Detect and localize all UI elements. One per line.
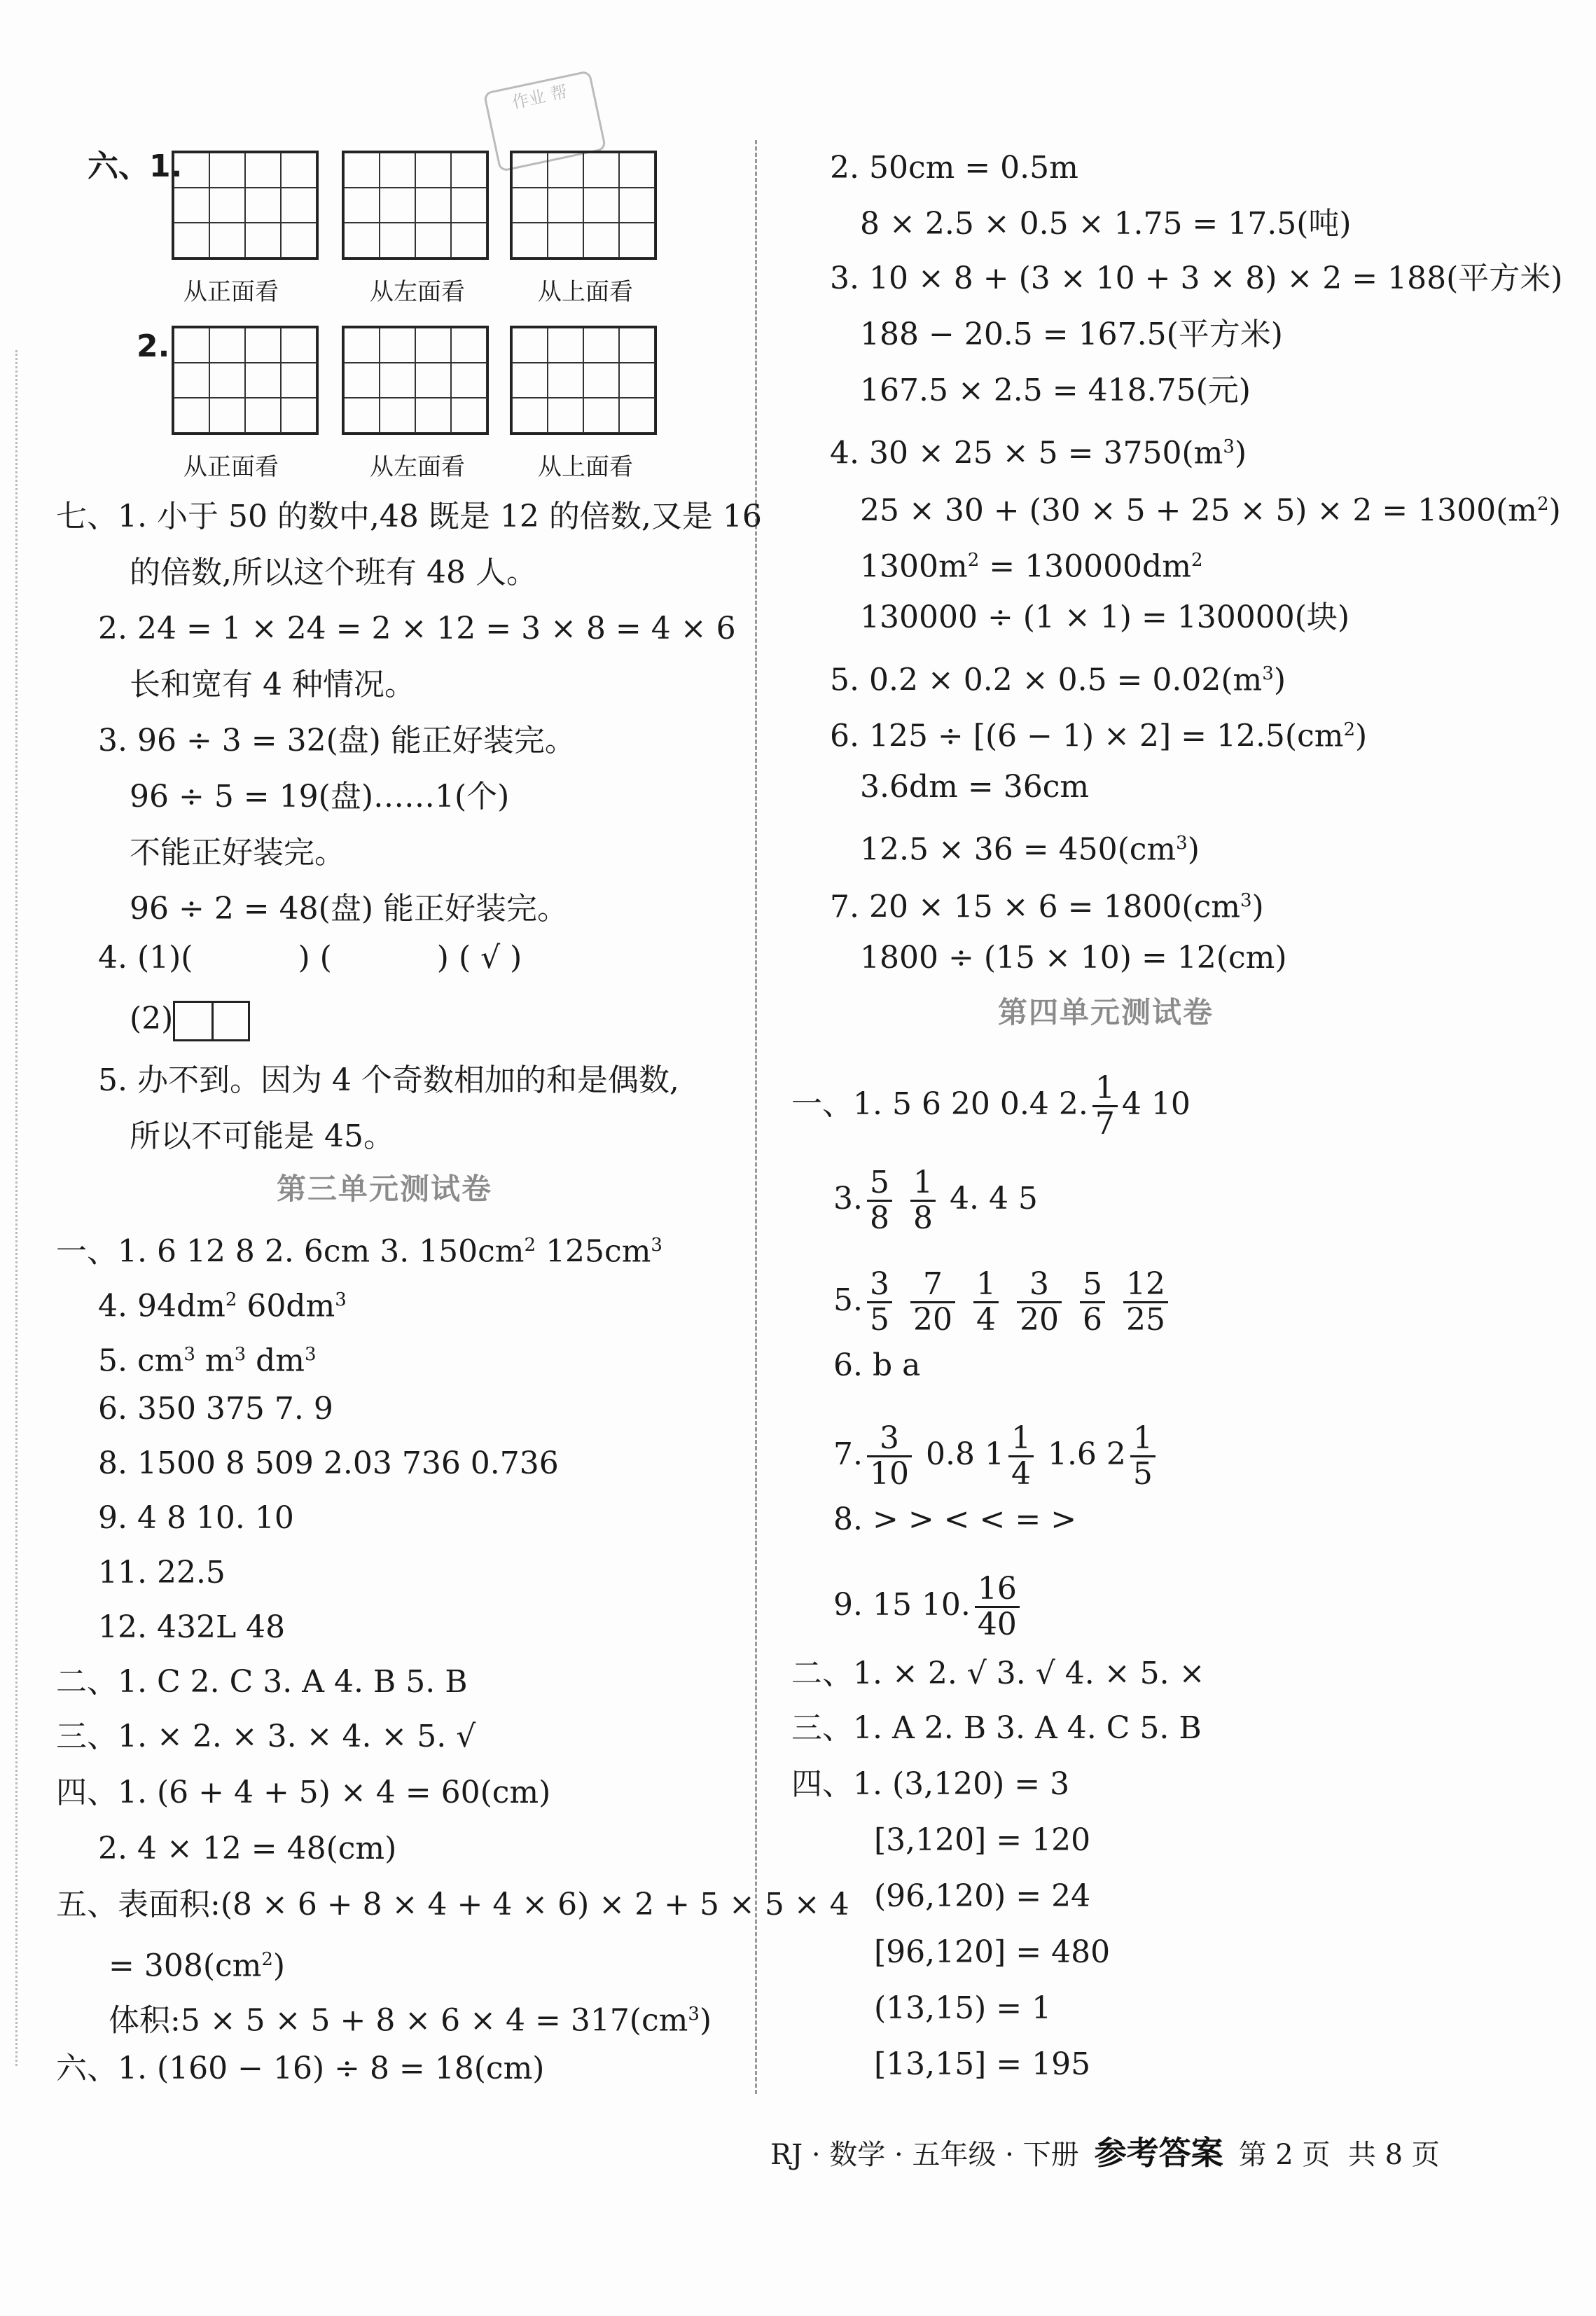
answer-line: 体积:5 × $5 \times 5 + 8 \times 6 \times 4 = 317(cm^3)$ (109, 2002, 712, 2039)
footer-brand: 参考答案 (1094, 2134, 1223, 2172)
answer-line: 167.5 × 2.5 = 418.75(元) (860, 373, 1251, 408)
answer-line: 5. $0.2 \times 0.2 \times 0.5 = 0.02(m^3)$ (830, 662, 1286, 698)
answer-line: 所以不可能是 45。 (130, 1118, 394, 1154)
answer-line: 4. $30 \times 25 \times 5 = 3750(m^3)$ (830, 435, 1247, 471)
homework-stamp: 作业 帮 (483, 70, 607, 172)
answer-line: 8. 1500 8 509 2.03 736 0.736 (98, 1445, 559, 1481)
grid-left-2 (342, 326, 489, 435)
answer-line: 4. $94dm^2$ $60dm^3$ (98, 1288, 347, 1324)
grid-front-2 (172, 326, 319, 435)
grid-top-1 (510, 151, 657, 260)
answer-line: 2. 50cm = 0.5m (830, 150, 1078, 186)
answer-line: 不能正好装完。 (130, 835, 345, 871)
fraction: $\frac{1}{8}$ (910, 1166, 936, 1235)
fraction: $\frac{3}{10}$ (867, 1422, 912, 1491)
fraction: $\frac{1}{5}$ (1130, 1422, 1156, 1491)
fraction: $\frac{12}{25}$ (1123, 1268, 1168, 1337)
answer-line: [13,15] = 195 (874, 2046, 1091, 2082)
fraction: $\frac{3}{20}$ (1017, 1268, 1062, 1337)
answer-line: 2. 24 = 1 × 24 = 2 × 12 = 3 × 8 = 4 × 6 (98, 611, 736, 646)
answer-boxes (173, 1001, 250, 1041)
answer-line: 188 − 20.5 = 167.5(平方米) (860, 317, 1283, 352)
fraction: $\frac{5}{6}$ (1080, 1268, 1105, 1337)
answer-line: 8 × 2.5 × 0.5 × 1.75 = 17.5(吨) (860, 206, 1352, 242)
answer-line: 12. 432L 48 (98, 1609, 286, 1645)
answer-line: 8. > > < < = > (833, 1502, 1077, 1537)
answer-line: 3.6dm = 36cm (860, 769, 1090, 805)
section-title: 第三单元测试卷 (277, 1172, 493, 1206)
answer-line: 3. 10 × 8 + (3 × 10 + 3 × 8) × 2 = 188(平方米) (830, 261, 1563, 296)
answer-line: 四、1. (6 + 4 + 5) × 4 = 60(cm) (56, 1775, 551, 1810)
answer-line: 7. $\frac{3}{10}$ 0.8 1 $\frac{1}{4}$ 1.6 2 $\frac{1}{5}$ (833, 1422, 1160, 1491)
fraction: $\frac{16}{40}$ (975, 1572, 1020, 1642)
answer-line: [3,120] = 120 (874, 1822, 1091, 1858)
answer-line: $1300m^2 = 130000dm^2$ (860, 548, 1203, 585)
grid-left-1 (342, 151, 489, 260)
answer-line: 三、1. A 2. B 3. A 4. C 5. B (791, 1710, 1202, 1746)
view-caption: 从左面看 (370, 453, 465, 481)
answer-line: 6. $125 \div [(6 - 1) \times 2] = 12.5(cm^2)$ (830, 718, 1368, 754)
page-footer: RJ · 数学 · 五年级 · 下册 参考答案 第 2 页 共 8 页 (770, 2134, 1440, 2172)
answer-line: 130000 ÷ (1 × 1) = 130000(块) (860, 599, 1350, 635)
view-caption: 从正面看 (183, 453, 279, 481)
answer-line: 9. 4 8 10. 10 (98, 1500, 294, 1536)
q6-1-label: 六、1. (88, 148, 183, 184)
answer-line: 的倍数,所以这个班有 48 人。 (130, 555, 537, 590)
answer-line: (2) (130, 998, 250, 1041)
grid-front-1 (172, 151, 319, 260)
answer-line: 二、1. C 2. C 3. A 4. B 5. B (56, 1664, 468, 1700)
answer-line: 七、1. 小于 50 的数中,48 既是 12 的倍数,又是 16 (56, 499, 762, 534)
answer-line: 6. 350 375 7. 9 (98, 1391, 333, 1427)
view-caption: 从正面看 (183, 278, 279, 306)
q6-2-label: 2. (137, 328, 170, 364)
fraction: $\frac{3}{5}$ (867, 1268, 892, 1337)
grid-top-2 (510, 326, 657, 435)
answer-line: (13,15) = 1 (874, 1990, 1052, 2026)
view-caption: 从上面看 (538, 278, 633, 306)
answer-line: 六、1. (160 − 16) ÷ 8 = 18(cm) (56, 2051, 545, 2086)
fraction: $\frac{5}{8}$ (867, 1166, 892, 1235)
fraction: $\frac{1}{4}$ (1008, 1422, 1034, 1491)
answer-line: 4. (1)( ) ( ) ( √ ) (98, 940, 522, 976)
answer-line: 3. $\frac{5}{8}$ $\frac{1}{8}$ 4. 4 5 (833, 1165, 1038, 1236)
fraction: $\frac{1}{7}$ (1092, 1072, 1118, 1141)
answer-line: [96,120] = 480 (874, 1934, 1111, 1970)
answer-line: = $308(cm^2)$ (109, 1948, 286, 1984)
answer-line: 5. $cm^3$ $m^3$ $dm^3$ (98, 1343, 317, 1379)
answer-line: 五、表面积:(8 × 6 + 8 × 4 + 4 × 6) × 2 + 5 × 5 × 4 (56, 1887, 849, 1922)
answer-line: $25 \times 30 + (30 \times 5 + 25 \times 5) \times 2 = 1300(m^2)$ (860, 492, 1561, 529)
answer-line: 11. 22.5 (98, 1555, 225, 1590)
answer-line: 长和宽有 4 种情况。 (130, 667, 415, 702)
answer-line: 1800 ÷ (15 × 10) = 12(cm) (860, 940, 1287, 976)
answer-line: 一、1. 5 6 20 0.4 2. $\frac{1}{7}$ 4 10 (791, 1070, 1191, 1142)
answer-line: 5. $\frac{3}{5}$ $\frac{7}{20}$ $\frac{1}{4}$ $\frac{3}{20}$ $\frac{5}{6}$ $\frac{12}{25}$ (833, 1268, 1172, 1337)
section-title: 第四单元测试卷 (998, 995, 1214, 1029)
fraction: $\frac{1}{4}$ (973, 1268, 999, 1337)
answer-line: $12.5 \times 36 = 450(cm^3)$ (860, 831, 1200, 868)
view-caption: 从左面看 (370, 278, 465, 306)
answer-line: (96,120) = 24 (874, 1878, 1091, 1914)
answer-line: 一、1. 6 12 8 2. 6cm 3. $150cm^2$ $125cm^3$ (56, 1233, 662, 1270)
view-caption: 从上面看 (538, 453, 633, 481)
answer-line: 二、1. × 2. √ 3. √ 4. × 5. × (791, 1656, 1205, 1691)
answer-line: 6. b a (833, 1347, 921, 1383)
answer-line: 9. 15 10. $\frac{16}{40}$ (833, 1572, 1024, 1642)
column-divider (755, 140, 757, 2094)
answer-line: 2. 4 × 12 = 48(cm) (98, 1831, 397, 1866)
answer-line: 5. 办不到。因为 4 个奇数相加的和是偶数, (98, 1062, 679, 1098)
margin-dots (15, 350, 18, 2066)
fraction: $\frac{7}{20}$ (910, 1268, 955, 1337)
answer-line: 96 ÷ 2 = 48(盘) 能正好装完。 (130, 891, 568, 927)
answer-line: 3. 96 ÷ 3 = 32(盘) 能正好装完。 (98, 723, 576, 758)
answer-line: 三、1. × 2. × 3. × 4. × 5. √ (56, 1719, 476, 1754)
answer-line: 四、1. (3,120) = 3 (791, 1766, 1070, 1802)
answer-line: 7. $20 \times 15 \times 6 = 1800(cm^3)$ (830, 889, 1264, 925)
answer-line: 96 ÷ 5 = 19(盘)……1(个) (130, 779, 510, 814)
